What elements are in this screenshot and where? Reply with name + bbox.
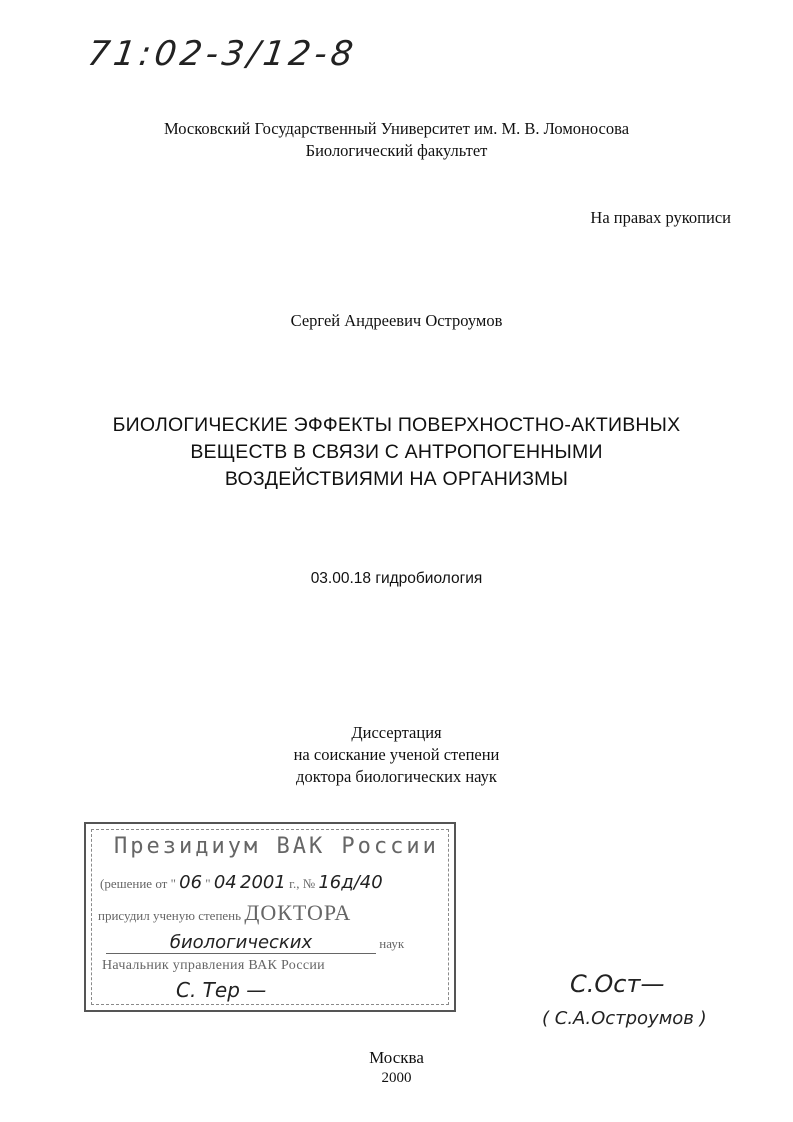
awarded-degree: ДОКТОРА <box>244 900 352 925</box>
institution-header <box>0 118 793 162</box>
signature-name: ( С.А.Остроумов ) <box>542 1008 707 1029</box>
decision-number: 16д/40 <box>318 872 383 893</box>
degree-line: Диссертация <box>351 723 442 742</box>
degree-line: на соискание ученой степени <box>293 745 500 764</box>
decision-prefix: (решение от " <box>100 876 176 891</box>
stamp-decision-line <box>100 872 383 893</box>
faculty-name: Биологический факультет <box>305 141 488 160</box>
manuscript-rights-note: На правах рукописи <box>590 208 731 227</box>
decision-quote: " <box>205 876 211 891</box>
city: Москва <box>369 1048 424 1067</box>
degree-statement <box>0 722 793 788</box>
university-name: Московский Государственный Университет им. М. В. Ломоносова <box>163 119 630 138</box>
vak-stamp <box>84 822 456 1012</box>
stamp-head-line: Начальник управления ВАК России <box>102 958 325 973</box>
stamp-field-line <box>106 932 436 954</box>
archive-number-handwritten: 71:02-3/12-8 <box>85 34 360 74</box>
stamp-title: Президиум ВАК России <box>114 834 439 859</box>
degree-line: доктора биологических наук <box>296 767 497 786</box>
author-name: Сергей Андреевич Остроумов <box>290 311 503 330</box>
author-signature <box>542 968 752 1048</box>
decision-year-suffix: г., № <box>289 876 316 891</box>
title-line: ВЕЩЕСТВ В СВЯЗИ С АНТРОПОГЕННЫМИ <box>190 441 603 463</box>
decision-year: 2001 <box>240 872 286 893</box>
decision-day: 06 <box>179 872 203 893</box>
dissertation-title <box>0 412 793 493</box>
title-line: БИОЛОГИЧЕСКИЕ ЭФФЕКТЫ ПОВЕРХНОСТНО-АКТИВНЫХ <box>112 414 681 436</box>
field-suffix: наук <box>379 936 405 951</box>
awarded-prefix: присудил ученую степень <box>98 908 242 923</box>
specialty-code: 03.00.18 гидробиология <box>310 570 483 587</box>
field-handwritten: биологических <box>106 932 376 954</box>
stamp-awarded-line <box>98 900 351 926</box>
decision-month: 04 <box>213 872 237 893</box>
stamp-head-signature: С. Тер — <box>176 978 267 1002</box>
signature-scribble: С.Ост— <box>570 970 665 998</box>
title-line: ВОЗДЕЙСТВИЯМИ НА ОРГАНИЗМЫ <box>224 468 569 490</box>
year: 2000 <box>381 1070 412 1086</box>
